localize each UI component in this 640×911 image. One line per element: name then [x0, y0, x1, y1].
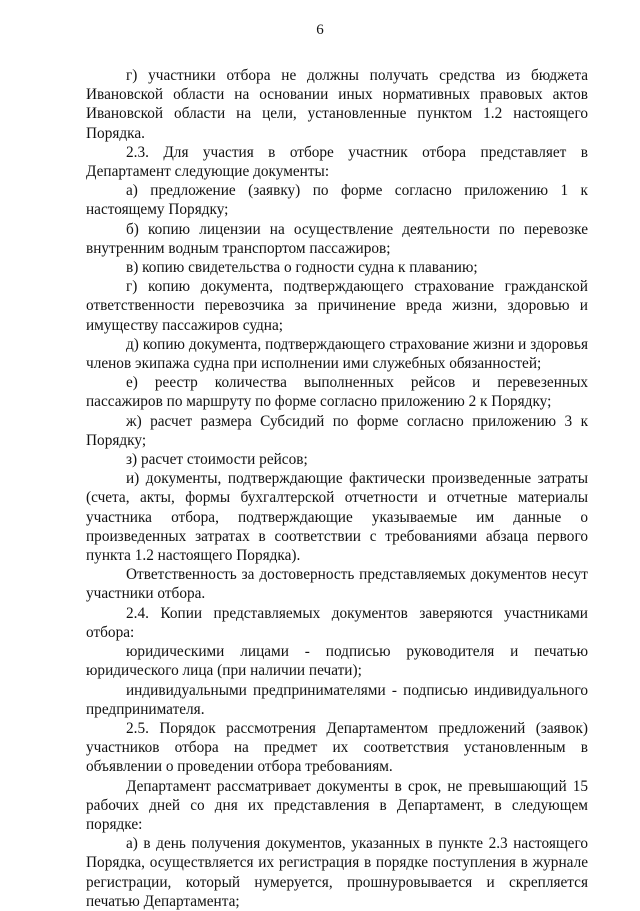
paragraph: 2.4. Копии представляемых документов заверяются участниками отбора:	[86, 604, 588, 641]
paragraph: и) документы, подтверждающие фактически произведенные затраты (счета, акты, формы бухгалтерской отчетности и отчетные материалы участника отбора, подтверждающие указываемые им данные о произведенных затратах в соответствии с требованиями абзаца первого пункта 1.2 настоящего Порядка).	[86, 470, 588, 565]
paragraph: г) копию документа, подтверждающего страхование гражданской ответственности перевозчика за причинение вреда жизни, здоровью и имуществу пассажиров судна;	[86, 278, 588, 334]
paragraph: б) копию лицензии на осуществление деятельности по перевозке внутренним водным транспортом пассажиров;	[86, 220, 588, 257]
page-number: 6	[316, 22, 324, 38]
paragraph: 2.3. Для участия в отборе участник отбора представляет в Департамент следующие документы:	[86, 143, 588, 181]
paragraph: 2.5. Порядок рассмотрения Департаментом предложений (заявок) участников отбора на предмет их соответствия установленным в объявлении о проведении отбора требованиям.	[86, 719, 588, 776]
paragraph: Департамент рассматривает документы в срок, не превышающий 15 рабочих дней со дня их представления в Департамент, в следующем порядке:	[86, 777, 588, 833]
paragraph: д) копию документа, подтверждающего страхование жизни и здоровья членов экипажа судна при исполнении ими служебных обязанностей;	[86, 335, 588, 373]
paragraph: Ответственность за достоверность представляемых документов несут участники отбора.	[86, 566, 588, 603]
paragraph: в) копию свидетельства о годности судна к плаванию;	[126, 259, 478, 277]
document-body	[86, 66, 588, 911]
paragraph: е) реестр количества выполненных рейсов и перевезенных пассажиров по маршруту по форме согласно приложению 2 к Порядку;	[86, 374, 588, 411]
paragraph: а) в день получения документов, указанных в пункте 2.3 настоящего Порядка, осуществляется их регистрация в порядке поступления в журнале регистрации, который нумеруется, прошнуровывается и скрепляется печатью Департамента;	[86, 835, 588, 910]
paragraph: а) предложение (заявку) по форме согласно приложению 1 к настоящему Порядку;	[86, 182, 588, 219]
paragraph: ж) расчет размера Субсидий по форме согласно приложению 3 к Порядку;	[86, 412, 588, 449]
paragraph: индивидуальными предпринимателями - подписью индивидуального предпринимателя.	[86, 681, 588, 718]
paragraph: юридическими лицами - подписью руководителя и печатью юридического лица (при наличии печати);	[86, 643, 588, 680]
paragraph: з) расчет стоимости рейсов;	[126, 451, 308, 469]
paragraph: г) участники отбора не должны получать средства из бюджета Ивановской области на основании иных нормативных правовых актов Ивановской области на цели, установленные пунктом 1.2 настоящего Порядка.	[86, 67, 588, 142]
